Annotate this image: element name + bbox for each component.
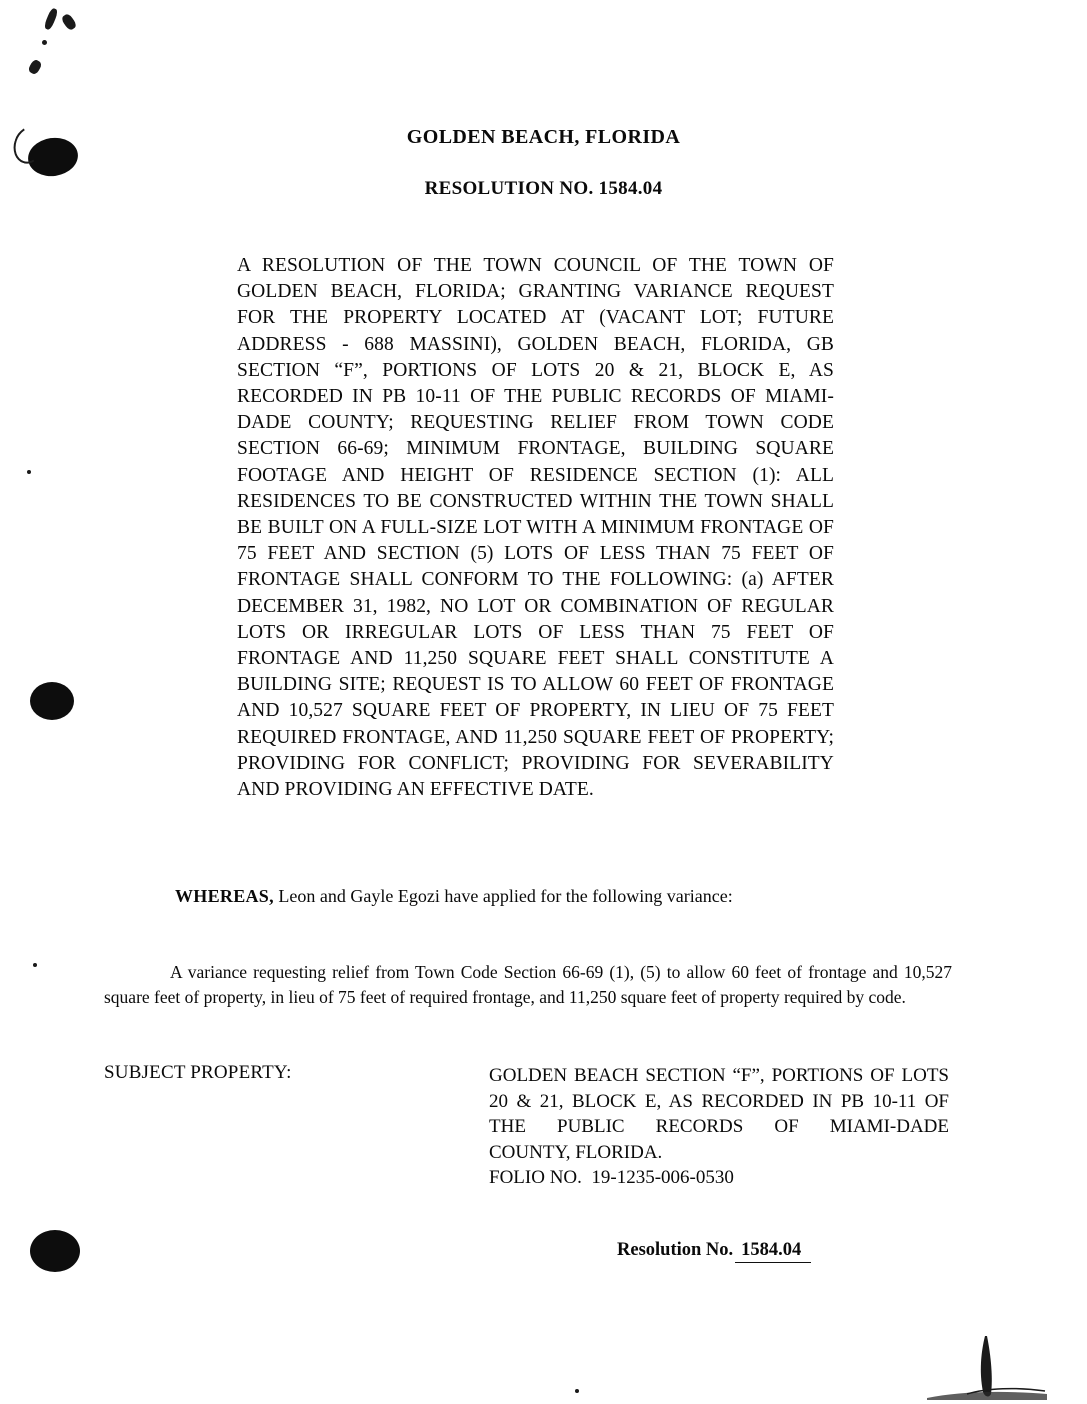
subject-property-label: SUBJECT PROPERTY: xyxy=(104,1062,292,1083)
footer-resolution-number: 1584.04 xyxy=(735,1240,811,1263)
whereas-label: WHEREAS, xyxy=(175,886,274,906)
resolution-preamble-paragraph: A RESOLUTION OF THE TOWN COUNCIL OF THE TOWN OF GOLDEN BEACH, FLORIDA; GRANTING VARIANCE REQUEST FOR THE PROPERTY LOCATED AT (VACANT LOT; FUTURE ADDRESS - 688 MASSINI), GOLDEN BEACH, FLORIDA, GB SECTION “F”, PORTIONS OF LOTS 20 & 21, BLOCK E, AS RECORDED IN PB 10-11 OF THE PUBLIC RECORDS OF MIAMI-DADE COUNTY; REQUESTING RELIEF FROM TOWN CODE SECTION 66-69; MINIMUM FRONTAGE, BUILDING SQUARE FOOTAGE AND HEIGHT OF RESIDENCE SECTION (1): ALL RESIDENCES TO BE CONSTRUCTED WITHIN THE TOWN SHALL BE BUILT ON A FULL-SIZE LOT WITH A MINIMUM FRONTAGE OF 75 FEET AND SECTION (5) LOTS OF LESS THAN 75 FEET OF FRONTAGE SHALL CONFORM TO THE FOLLOWING: (a) AFTER DECEMBER 31, 1982, NO LOT OR COMBINATION OF REGULAR LOTS OR IRREGULAR LOTS OF LESS THAN 75 FEET OF FRONTAGE AND 11,250 SQUARE FEET SHALL CONSTITUTE A BUILDING SITE; REQUEST IS TO ALLOW 60 FEET OF FRONTAGE AND 10,527 SQUARE FEET OF PROPERTY, IN LIEU OF 75 FEET REQUIRED FRONTAGE, AND 11,250 SQUARE FEET OF PROPERTY; PROVIDING FOR CONFLICT; PROVIDING FOR SEVERABILITY AND PROVIDING AN EFFECTIVE DATE. xyxy=(237,255,834,801)
subject-property-description xyxy=(489,1063,949,1191)
whereas-text: Leon and Gayle Egozi have applied for the following variance: xyxy=(273,886,733,906)
subject-property-text: GOLDEN BEACH SECTION “F”, PORTIONS OF LOTS 20 & 21, BLOCK E, AS RECORDED IN PB 10-11 OF THE PUBLIC RECORDS OF MIAMI-DADE COUNTY, FLORIDA. xyxy=(489,1065,949,1163)
variance-request-paragraph: A variance requesting relief from Town Code Section 66-69 (1), (5) to allow 60 feet of frontage and 10,527 square feet of property, in lieu of 75 feet of required frontage, and 11,250 square feet of property required by code. xyxy=(104,962,952,1007)
resolution-number-heading: RESOLUTION NO. 1584.04 xyxy=(424,178,663,199)
folio-number: FOLIO NO. 19-1235-006-0530 xyxy=(489,1167,734,1188)
whereas-clause xyxy=(175,884,935,908)
page-title: GOLDEN BEACH, FLORIDA xyxy=(406,126,681,148)
footer-resolution-stamp xyxy=(617,1240,811,1263)
footer-resolution-label: Resolution No. xyxy=(617,1240,734,1260)
